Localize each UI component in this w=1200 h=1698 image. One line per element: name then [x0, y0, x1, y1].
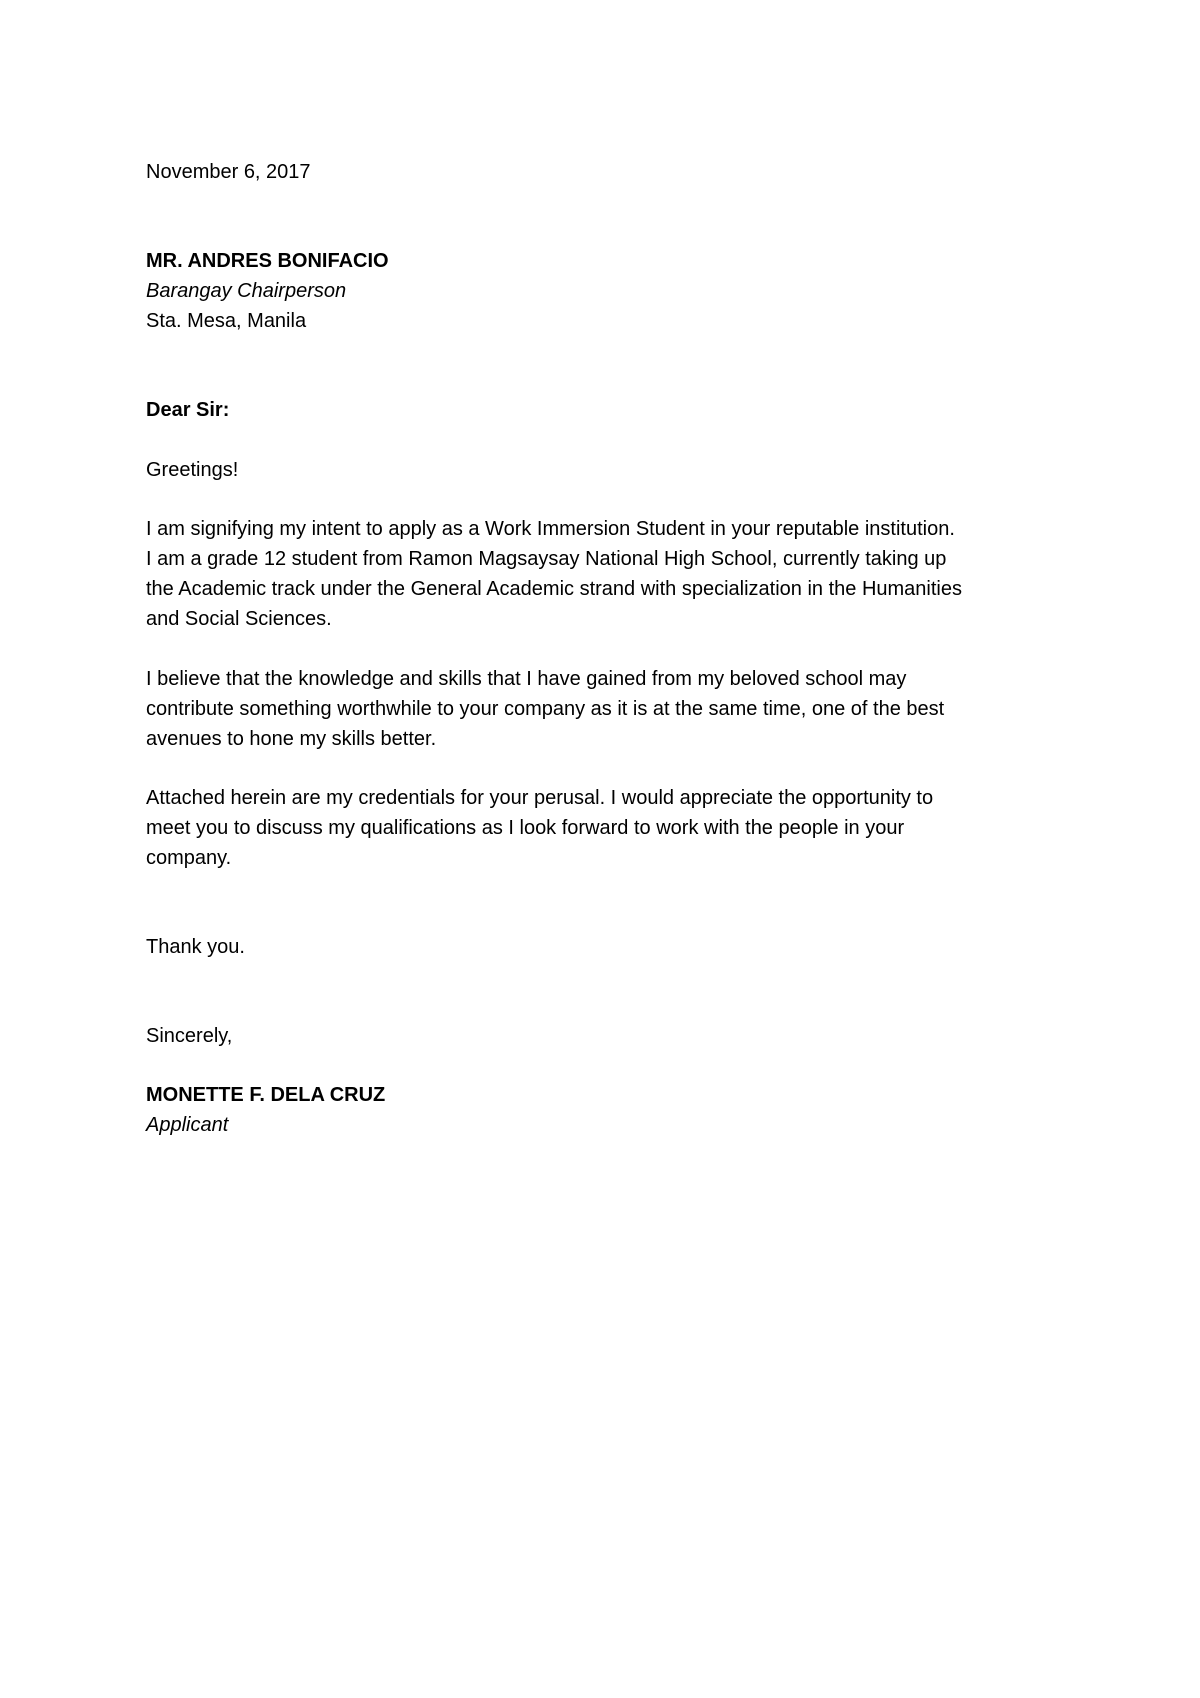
- closing: Sincerely,: [146, 1025, 233, 1047]
- paragraph-1-line-4: and Social Sciences.: [146, 608, 332, 630]
- paragraph-3-line-1: Attached herein are my credentials for your perusal. I would appreciate the opportunity to: [146, 787, 934, 809]
- paragraph-3-line-3: company.: [146, 847, 232, 869]
- sender-name: MONETTE F. DELA CRUZ: [146, 1084, 386, 1106]
- recipient-title: Barangay Chairperson: [146, 280, 347, 302]
- paragraph-1-line-1: I am signifying my intent to apply as a Work Immersion Student in your reputable institution.: [146, 518, 955, 540]
- salutation: Dear Sir:: [146, 399, 230, 421]
- paragraph-2-line-1: I believe that the knowledge and skills that I have gained from my beloved school may: [146, 668, 907, 690]
- greeting: Greetings!: [146, 459, 239, 481]
- paragraph-1-line-3: the Academic track under the General Academic strand with specialization in the Humanities: [146, 578, 962, 600]
- paragraph-2-line-3: avenues to hone my skills better.: [146, 728, 437, 750]
- letter-date: November 6, 2017: [146, 161, 311, 183]
- paragraph-1-line-2: I am a grade 12 student from Ramon Magsaysay National High School, currently taking up: [146, 548, 947, 570]
- recipient-address: Sta. Mesa, Manila: [146, 310, 307, 332]
- paragraph-2-line-2: contribute something worthwhile to your company as it is at the same time, one of the best: [146, 698, 945, 720]
- sender-title: Applicant: [146, 1114, 229, 1136]
- thank-you: Thank you.: [146, 936, 245, 958]
- paragraph-3-line-2: meet you to discuss my qualifications as I look forward to work with the people in your: [146, 817, 905, 839]
- recipient-name: MR. ANDRES BONIFACIO: [146, 250, 389, 272]
